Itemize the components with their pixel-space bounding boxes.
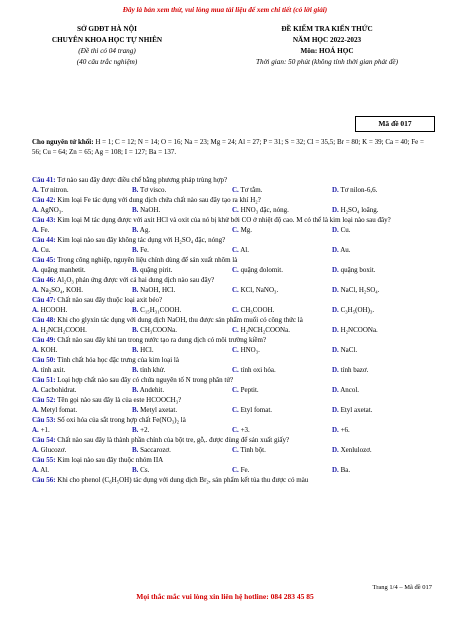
answer-option	[332, 305, 432, 315]
option-text: H₂NCH₂COONa.	[240, 326, 290, 334]
option-text: H₂SO₄ loãng.	[340, 206, 379, 214]
answer-option	[132, 385, 232, 395]
question-stem	[32, 455, 432, 465]
option-text: KOH.	[40, 346, 58, 354]
option-letter: C.	[232, 346, 239, 354]
question-number: Câu 47:	[32, 296, 56, 304]
question-item	[32, 295, 432, 315]
question-item	[32, 275, 432, 295]
option-text: C₃H₅(OH)₃.	[340, 306, 375, 314]
options-row	[32, 385, 432, 395]
option-letter: A.	[32, 186, 39, 194]
question-stem	[32, 175, 432, 185]
answer-option	[332, 365, 432, 375]
option-letter: B.	[132, 406, 139, 414]
question-text: Kim loại Fe tác dụng với dung dịch chứa chất nào sau đây tạo ra khí H₂?	[57, 196, 261, 204]
option-letter: C.	[232, 466, 239, 474]
school-header	[32, 24, 182, 68]
question-item	[32, 175, 432, 195]
answer-option	[332, 445, 432, 455]
answer-option	[132, 185, 232, 195]
exam-code-box: Mã đề 017	[355, 116, 435, 132]
option-letter: C.	[232, 326, 239, 334]
option-letter: C.	[232, 306, 239, 314]
answer-option	[32, 265, 132, 275]
option-text: Tơ visco.	[140, 186, 167, 194]
question-number: Câu 49:	[32, 336, 56, 344]
option-text: Glucozơ.	[40, 446, 67, 454]
option-text: Tơ nitron.	[40, 186, 69, 194]
atomic-masses	[32, 137, 432, 157]
question-item	[32, 215, 432, 235]
option-text: +3.	[240, 426, 250, 434]
question-item	[32, 235, 432, 255]
option-text: tính oxi hóa.	[240, 366, 276, 374]
option-text: tính axit.	[40, 366, 66, 374]
option-letter: C.	[232, 446, 239, 454]
question-item	[32, 435, 432, 455]
answer-option	[32, 285, 132, 295]
question-number: Câu 55:	[32, 456, 56, 464]
answer-option	[232, 405, 332, 415]
answer-option	[332, 385, 432, 395]
question-text: Kim loại nào sau đây thuộc nhóm IIA	[57, 456, 164, 464]
option-text: NaCl, H₂SO₄.	[340, 286, 380, 294]
option-text: C₁₅H₃₁COOH.	[140, 306, 182, 314]
answer-option	[132, 345, 232, 355]
answer-option	[332, 245, 432, 255]
option-letter: A.	[32, 386, 39, 394]
question-stem	[32, 355, 432, 365]
option-letter: A.	[32, 406, 39, 414]
option-text: Na₂SO₄, KOH.	[40, 286, 83, 294]
answer-option	[332, 325, 432, 335]
option-text: quặng manhetit.	[40, 266, 86, 274]
option-text: Metyl fomat.	[40, 406, 78, 414]
question-number: Câu 44:	[32, 236, 56, 244]
option-letter: D.	[332, 366, 339, 374]
option-text: AgNO₃.	[40, 206, 64, 214]
answer-option	[232, 425, 332, 435]
question-item	[32, 455, 432, 475]
option-letter: B.	[132, 466, 139, 474]
option-text: HNO₃.	[240, 346, 260, 354]
answer-option	[32, 245, 132, 255]
question-number: Câu 43:	[32, 216, 56, 224]
answer-option	[132, 245, 232, 255]
option-letter: C.	[232, 426, 239, 434]
answer-option	[132, 365, 232, 375]
school-name: CHUYÊN KHOA HỌC TỰ NHIÊN	[51, 36, 163, 44]
answer-option	[232, 345, 332, 355]
option-text: quặng đolomit.	[240, 266, 283, 274]
question-number: Câu 42:	[32, 196, 56, 204]
option-letter: D.	[332, 206, 339, 214]
question-item	[32, 375, 432, 395]
answer-option	[332, 285, 432, 295]
option-letter: B.	[132, 446, 139, 454]
answer-option	[32, 345, 132, 355]
option-text: Saccarozơ.	[140, 446, 171, 454]
option-letter: D.	[332, 286, 339, 294]
answer-option	[332, 465, 432, 475]
answer-option	[332, 225, 432, 235]
option-text: NaCl.	[340, 346, 358, 354]
question-item	[32, 335, 432, 355]
time-limit: Thời gian: 50 phút (không tính thời gian phát đề)	[255, 58, 399, 66]
answer-option	[232, 205, 332, 215]
question-item	[32, 195, 432, 215]
option-letter: A.	[32, 306, 39, 314]
option-text: Metyl axetat.	[140, 406, 178, 414]
option-letter: A.	[32, 426, 39, 434]
exam-header	[222, 24, 432, 68]
option-letter: B.	[132, 386, 139, 394]
option-letter: A.	[32, 286, 39, 294]
option-letter: C.	[232, 386, 239, 394]
option-text: Tinh bột.	[240, 446, 266, 454]
options-row	[32, 305, 432, 315]
option-letter: C.	[232, 406, 239, 414]
question-item	[32, 255, 432, 275]
option-text: +2.	[140, 426, 150, 434]
option-letter: D.	[332, 406, 339, 414]
department-name: SỞ GDĐT HÀ NỘI	[77, 25, 137, 33]
question-item	[32, 475, 432, 485]
question-stem	[32, 255, 432, 265]
answer-option	[332, 185, 432, 195]
exam-title: ĐỀ KIỂM TRA KIẾN THỨC	[281, 25, 373, 33]
question-text: Tơ nào sau đây được điều chế bằng phương pháp trùng hợp?	[57, 176, 228, 184]
options-row	[32, 265, 432, 275]
question-item	[32, 415, 432, 435]
option-text: Cu.	[340, 226, 351, 234]
options-row	[32, 325, 432, 335]
question-text: Khi cho phenol (C₆H₅OH) tác dụng với dung dịch Br₂, sản phẩm kết tủa thu được có màu	[57, 476, 309, 484]
answer-option	[32, 425, 132, 435]
answer-option	[232, 465, 332, 475]
answer-option	[132, 465, 232, 475]
option-letter: B.	[132, 286, 139, 294]
answer-option	[132, 265, 232, 275]
question-stem	[32, 375, 432, 385]
answer-option	[232, 265, 332, 275]
option-text: HCl.	[140, 346, 154, 354]
option-letter: D.	[332, 246, 339, 254]
option-letter: C.	[232, 366, 239, 374]
option-text: Mg.	[240, 226, 253, 234]
answer-option	[332, 265, 432, 275]
question-number: Câu 51:	[32, 376, 56, 384]
options-row	[32, 225, 432, 235]
option-text: KCl, NaNO₃.	[240, 286, 279, 294]
option-text: +1.	[40, 426, 50, 434]
option-text: Al.	[240, 246, 249, 254]
option-text: Fe.	[40, 226, 50, 234]
question-item	[32, 315, 432, 335]
preview-banner: Đây là bản xem thử, vui lòng mua tài liệu để xem chi tiết (có lời giải)	[122, 6, 328, 14]
answer-option	[132, 425, 232, 435]
answer-option	[132, 445, 232, 455]
option-text: Ancol.	[340, 386, 360, 394]
option-text: Tơ nilon-6,6.	[340, 186, 378, 194]
question-number: Câu 48:	[32, 316, 56, 324]
option-letter: C.	[232, 226, 239, 234]
question-text: Số oxi hóa của sắt trong hợp chất Fe(NO₃)₂ là	[57, 416, 186, 424]
question-stem	[32, 395, 432, 405]
option-letter: B.	[132, 206, 139, 214]
question-item	[32, 355, 432, 375]
answer-option	[132, 405, 232, 415]
answer-option	[232, 365, 332, 375]
option-text: Fe.	[240, 466, 250, 474]
option-text: Cacbohidrat.	[40, 386, 77, 394]
option-text: HCOOH.	[40, 306, 68, 314]
options-row	[32, 365, 432, 375]
page-count-note: (Đề thi có 04 trang)	[78, 47, 136, 55]
question-stem	[32, 235, 432, 245]
options-row	[32, 245, 432, 255]
option-text: NaOH.	[140, 206, 161, 214]
option-text: Au.	[340, 246, 351, 254]
question-text: Loại hợp chất nào sau đây có chứa nguyên tố N trong phân tử?	[57, 376, 234, 384]
option-text: +6.	[340, 426, 350, 434]
options-row	[32, 465, 432, 475]
option-letter: B.	[132, 346, 139, 354]
option-text: H₂NCH₂COOH.	[40, 326, 87, 334]
answer-option	[232, 225, 332, 235]
question-number: Câu 53:	[32, 416, 56, 424]
option-text: Cs.	[140, 466, 150, 474]
option-letter: D.	[332, 426, 339, 434]
option-letter: B.	[132, 246, 139, 254]
option-letter: C.	[232, 266, 239, 274]
atomic-masses-label: Cho nguyên tử khối:	[32, 138, 94, 146]
question-text: Tính chất hóa học đặc trưng của kim loại là	[57, 356, 179, 364]
subject: Môn: HOÁ HỌC	[300, 47, 354, 55]
option-letter: D.	[332, 386, 339, 394]
option-letter: B.	[132, 426, 139, 434]
option-letter: D.	[332, 226, 339, 234]
option-text: tính khử.	[140, 366, 166, 374]
question-text: Chất nào sau đây khi tan trong nước tạo ra dung dịch có môi trường kiềm?	[57, 336, 267, 344]
option-text: Xenlulozơ.	[340, 446, 372, 454]
answer-option	[332, 205, 432, 215]
page-number: Trang 1/4 – Mã đề 017	[372, 584, 432, 591]
option-text: CH₃COONa.	[140, 326, 178, 334]
question-count-note: (40 câu trắc nghiệm)	[76, 58, 138, 66]
option-text: quặng pirit.	[140, 266, 173, 274]
question-stem	[32, 215, 432, 225]
option-text: Fe.	[140, 246, 149, 254]
option-letter: B.	[132, 186, 139, 194]
option-letter: D.	[332, 466, 339, 474]
question-number: Câu 56:	[32, 476, 56, 484]
answer-option	[132, 225, 232, 235]
option-letter: A.	[32, 266, 39, 274]
option-letter: C.	[232, 286, 239, 294]
answer-option	[32, 185, 132, 195]
answer-option	[132, 325, 232, 335]
answer-option	[332, 345, 432, 355]
answer-option	[32, 465, 132, 475]
question-number: Câu 46:	[32, 276, 56, 284]
school-year: NĂM HỌC 2022-2023	[292, 36, 362, 44]
question-text: Chất nào sau đây thuộc loại axit béo?	[57, 296, 163, 304]
option-text: Peptit.	[240, 386, 259, 394]
option-letter: A.	[32, 246, 39, 254]
option-letter: A.	[32, 326, 39, 334]
answer-option	[232, 185, 332, 195]
answer-option	[232, 305, 332, 315]
option-text: CH₃COOH.	[240, 306, 275, 314]
question-text: Al₂O₃ phản ứng được với cả hai dung dịch nào sau đây?	[56, 276, 215, 284]
answer-option	[32, 205, 132, 215]
answer-option	[32, 405, 132, 415]
question-text: Trong công nghiệp, nguyên liệu chính dùng để sản xuất nhôm là	[57, 256, 238, 264]
option-letter: D.	[332, 446, 339, 454]
question-stem	[32, 335, 432, 345]
question-number: Câu 41:	[32, 176, 56, 184]
option-letter: D.	[332, 326, 339, 334]
option-text: Ag.	[139, 226, 151, 234]
option-letter: C.	[232, 186, 239, 194]
option-letter: A.	[32, 206, 39, 214]
question-number: Câu 45:	[32, 256, 56, 264]
option-text: quặng boxit.	[340, 266, 376, 274]
option-letter: A.	[32, 226, 39, 234]
question-text: Kim loại nào sau đây không tác dụng với H₂SO₄ đặc, nóng?	[57, 236, 226, 244]
question-text: Kim loại M tác dụng được với axit HCl và oxit của nó bị khử bởi CO ở nhiệt độ cao. M có thể là kim loại nào sau đây?	[57, 216, 391, 224]
option-letter: B.	[132, 226, 139, 234]
question-stem	[32, 415, 432, 425]
option-text: NaOH, HCl.	[140, 286, 176, 294]
option-letter: A.	[32, 346, 39, 354]
answer-option	[332, 425, 432, 435]
question-stem	[32, 295, 432, 305]
option-letter: B.	[132, 366, 139, 374]
question-text: Tên gọi nào sau đây là của este HCOOCH₃?	[57, 396, 182, 404]
options-row	[32, 345, 432, 355]
option-letter: A.	[32, 466, 39, 474]
option-letter: A.	[32, 366, 39, 374]
options-row	[32, 185, 432, 195]
answer-option	[32, 365, 132, 375]
option-text: Andehit.	[139, 386, 165, 394]
answer-option	[232, 325, 332, 335]
hotline-footer: Mọi thắc mắc vui lòng xin liên hệ hotline: 084 283 45 85	[136, 592, 314, 601]
option-letter: D.	[332, 346, 339, 354]
option-text: Ba.	[340, 466, 351, 474]
question-stem	[32, 275, 432, 285]
option-letter: B.	[132, 306, 139, 314]
question-stem	[32, 315, 432, 325]
option-text: tính bazơ.	[340, 366, 369, 374]
answer-option	[32, 325, 132, 335]
question-stem	[32, 435, 432, 445]
option-letter: C.	[232, 246, 239, 254]
answer-option	[132, 285, 232, 295]
answer-option	[232, 385, 332, 395]
answer-option	[232, 445, 332, 455]
options-row	[32, 285, 432, 295]
answer-option	[132, 305, 232, 315]
options-row	[32, 445, 432, 455]
answer-option	[332, 405, 432, 415]
option-text: H₂NCOONa.	[340, 326, 378, 334]
options-row	[32, 405, 432, 415]
option-letter: B.	[132, 326, 139, 334]
answer-option	[32, 225, 132, 235]
question-stem	[32, 195, 432, 205]
option-letter: B.	[132, 266, 139, 274]
option-text: HNO₃ đặc, nóng.	[240, 206, 289, 214]
question-stem	[32, 475, 432, 485]
question-text: Chất nào sau đây là thành phần chính của bột tre, gỗ,. được dùng để sản xuất giấy?	[57, 436, 290, 444]
answer-option	[232, 245, 332, 255]
option-letter: D.	[332, 306, 339, 314]
question-text: Khi cho glyxin tác dụng với dung dịch NaOH, thu được sản phẩm muối có công thức là	[57, 316, 303, 324]
option-letter: D.	[332, 186, 339, 194]
option-text: Cu.	[40, 246, 51, 254]
options-row	[32, 205, 432, 215]
question-number: Câu 54:	[32, 436, 56, 444]
option-text: Tơ tằm.	[240, 186, 263, 194]
option-letter: C.	[232, 206, 239, 214]
answer-option	[32, 305, 132, 315]
atomic-masses-text: H = 1; C = 12; N = 14; O = 16; Na = 23; Mg = 24; Al = 27; P = 31; S = 32; Cl = 35,5; Br = 80; K = 39; Ca = 40; Fe = 56; Cu = 64; Zn = 65; Ag = 108; I = 127; Ba = 137.	[32, 138, 424, 156]
answer-option	[32, 385, 132, 395]
option-text: Etyl axetat.	[340, 406, 373, 414]
option-letter: A.	[32, 446, 39, 454]
option-text: Etyl fomat.	[240, 406, 273, 414]
question-number: Câu 52:	[32, 396, 56, 404]
question-list	[32, 175, 432, 485]
answer-option	[132, 205, 232, 215]
question-item	[32, 395, 432, 415]
options-row	[32, 425, 432, 435]
answer-option	[32, 445, 132, 455]
option-letter: D.	[332, 266, 339, 274]
option-text: Al.	[40, 466, 49, 474]
question-number: Câu 50:	[32, 356, 56, 364]
answer-option	[232, 285, 332, 295]
